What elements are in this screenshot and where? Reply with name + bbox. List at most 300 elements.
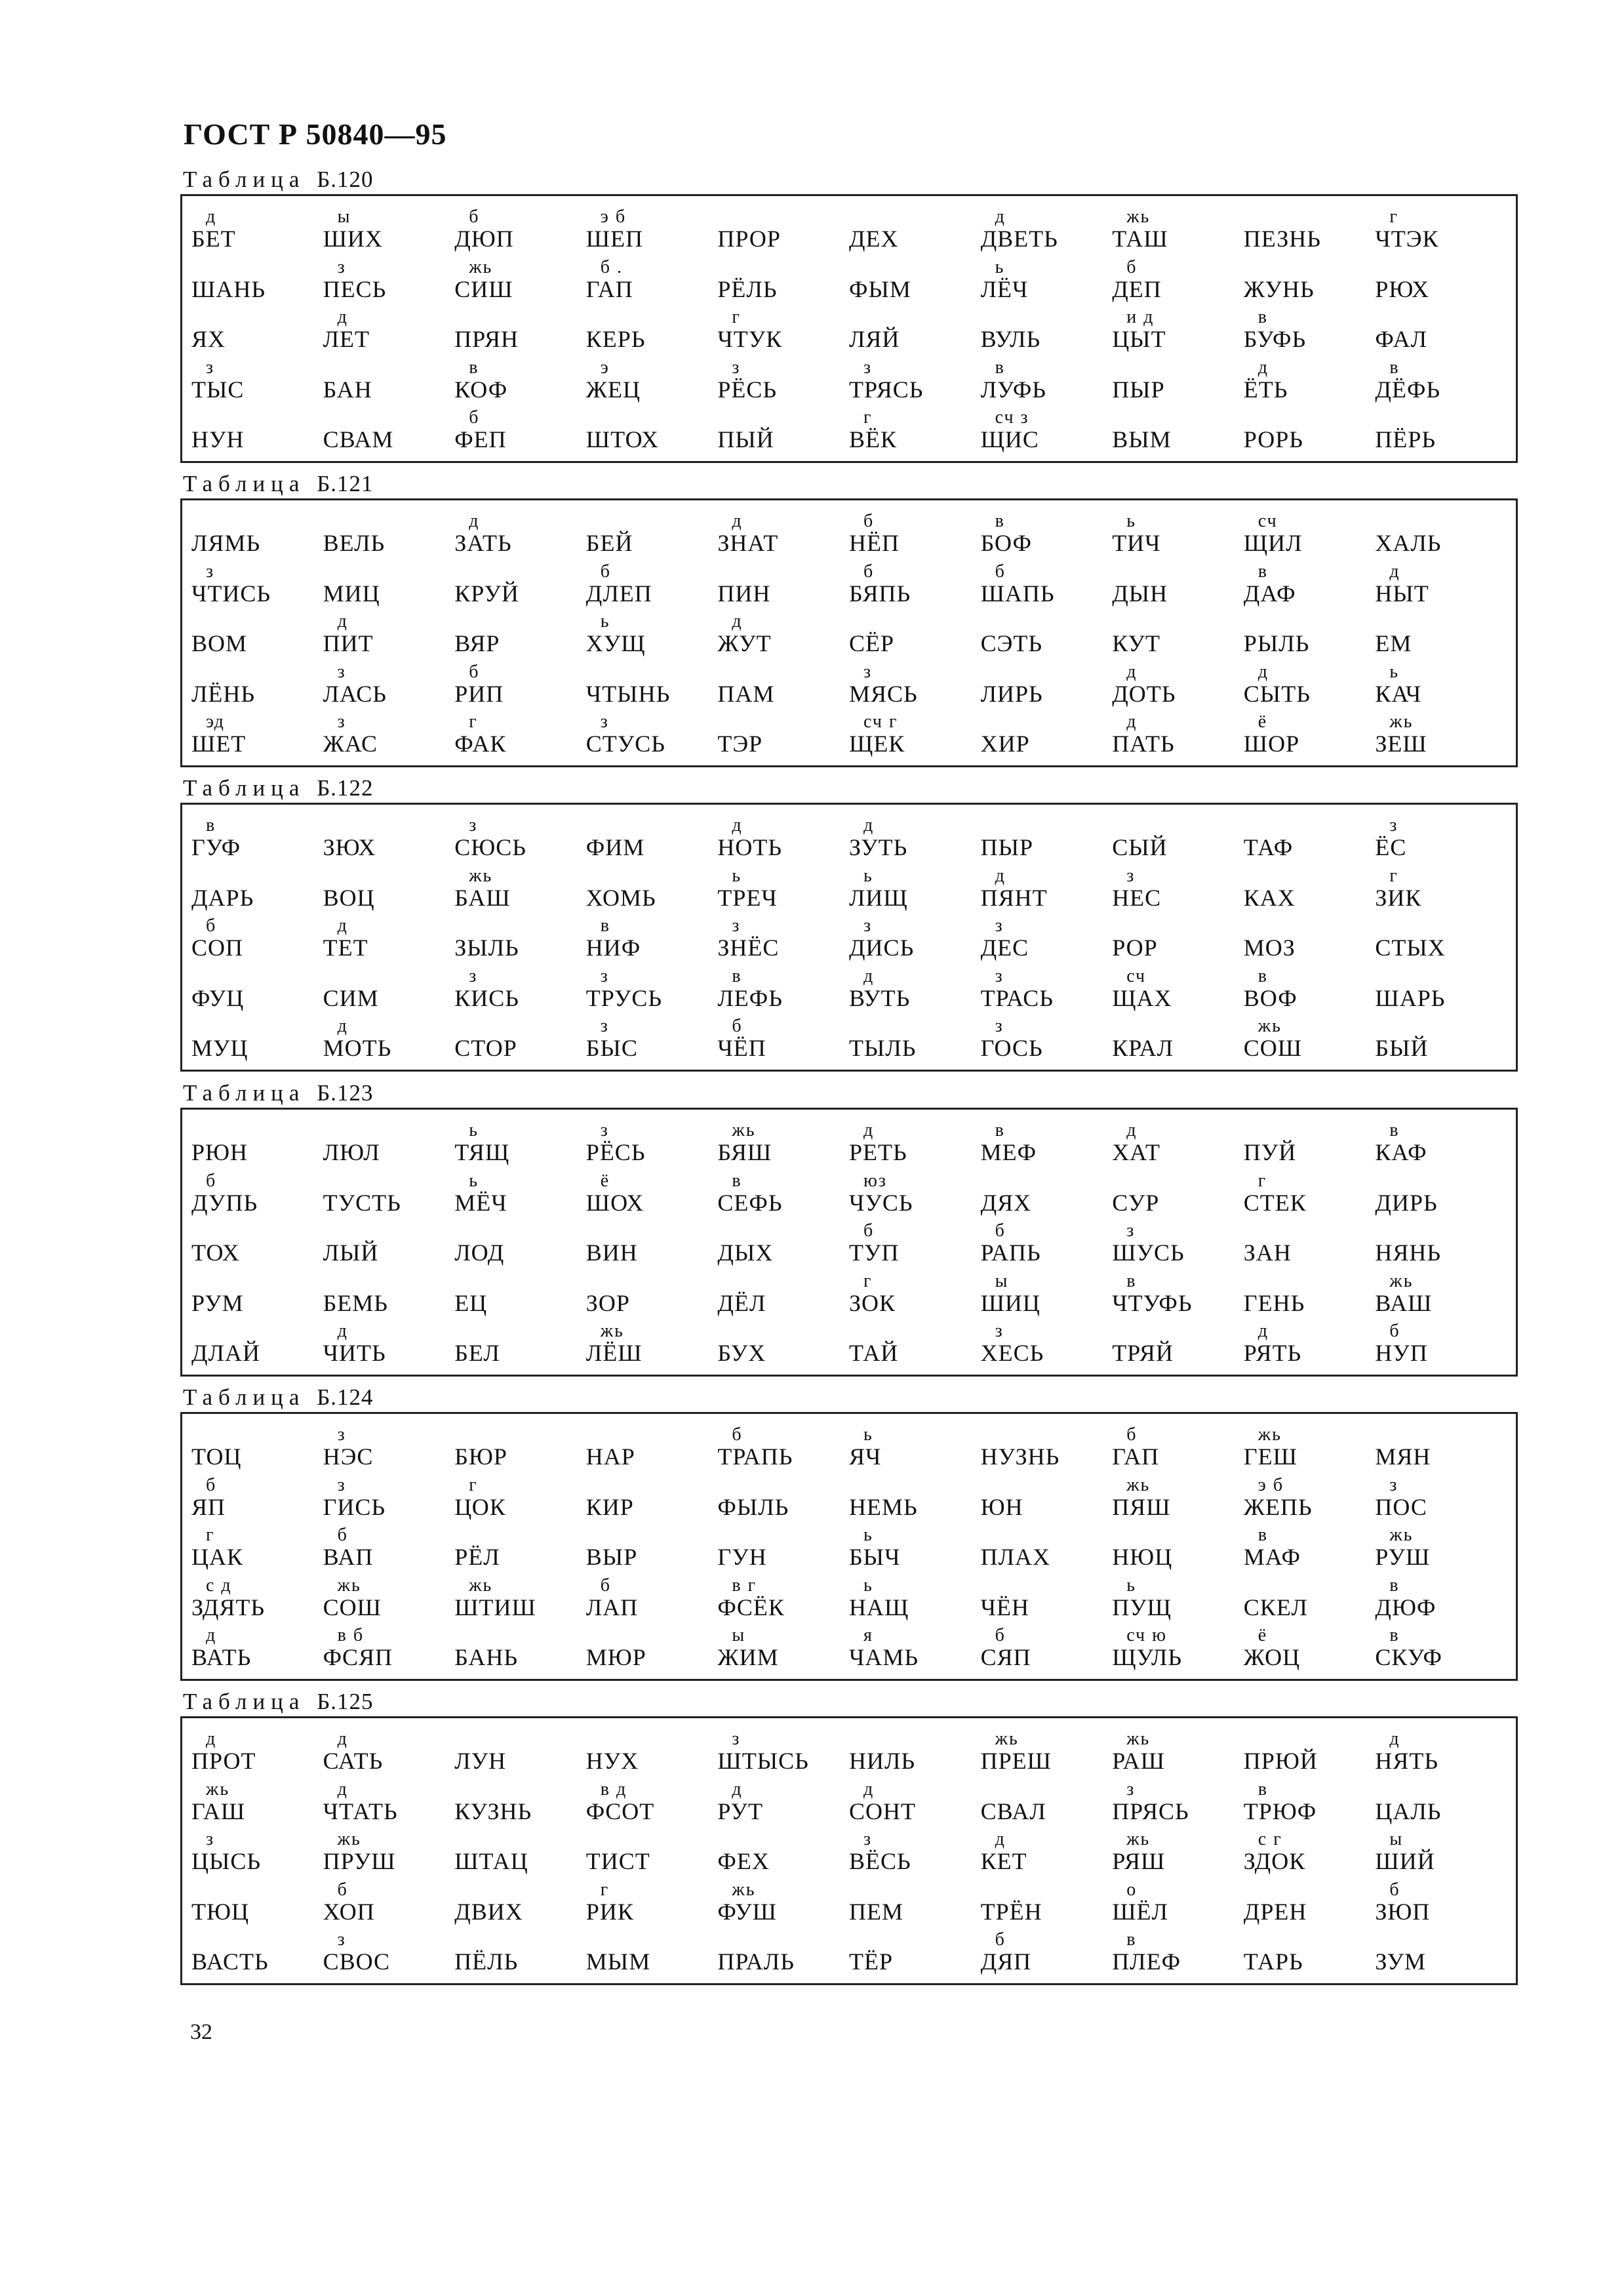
table-block xyxy=(180,774,1537,1072)
test-word: НОТЬ xyxy=(717,834,783,861)
word-cell xyxy=(191,205,323,255)
word-cell xyxy=(1244,205,1376,255)
word-cell xyxy=(454,1727,586,1777)
word-cell xyxy=(1375,1878,1507,1927)
table-caption-label: Таблица xyxy=(183,1689,306,1714)
substitution-mark xyxy=(1375,1017,1507,1036)
test-word: ТАЙ xyxy=(849,1340,899,1366)
substitution-mark xyxy=(454,308,586,327)
test-word: ПРОР xyxy=(717,226,781,252)
word-cell xyxy=(1112,864,1244,914)
word-cell xyxy=(454,660,586,710)
word-cell xyxy=(454,1169,586,1218)
test-word: МАФ xyxy=(1243,1544,1301,1571)
table-caption-number: Б.124 xyxy=(317,1384,374,1410)
substitution-mark: б xyxy=(469,661,480,682)
substitution-mark: д xyxy=(1258,1321,1269,1341)
test-word: ГУН xyxy=(717,1544,767,1571)
substitution-mark xyxy=(586,1272,718,1291)
substitution-mark: д xyxy=(337,1016,348,1036)
test-word: ЛЯЙ xyxy=(849,326,900,353)
word-cell xyxy=(1112,1624,1244,1674)
substitution-mark xyxy=(586,308,718,327)
test-word: СКЕЛ xyxy=(1243,1594,1308,1621)
substitution-mark xyxy=(981,1476,1113,1495)
substitution-mark: э б xyxy=(1258,1474,1284,1495)
substitution-mark: д xyxy=(732,815,743,836)
test-word: ЗОР xyxy=(585,1289,630,1316)
word-cell xyxy=(191,660,323,710)
substitution-mark xyxy=(981,1526,1113,1544)
word-cell xyxy=(717,1523,849,1573)
test-word: ЛЕТ xyxy=(323,326,370,353)
word-cell xyxy=(586,1423,718,1473)
test-word: РЁСЬ xyxy=(585,1139,646,1166)
word-cell xyxy=(849,559,981,609)
substitution-mark: в xyxy=(1258,307,1269,328)
word-cell xyxy=(454,1523,586,1573)
substitution-mark xyxy=(323,409,455,427)
word-cell xyxy=(1244,1573,1376,1623)
substitution-mark: з xyxy=(337,1929,346,1950)
substitution-mark xyxy=(981,663,1113,681)
word-cell xyxy=(454,964,586,1014)
table-caption xyxy=(180,470,1537,498)
table-frame xyxy=(180,1412,1518,1681)
test-word: НЁП xyxy=(849,530,900,557)
substitution-mark xyxy=(454,563,586,581)
word-cell xyxy=(1375,255,1507,305)
word-cell xyxy=(1112,1015,1244,1064)
test-word: БЯШ xyxy=(717,1139,772,1166)
test-word: ТАРЬ xyxy=(1243,1948,1303,1975)
word-cell xyxy=(1112,406,1244,456)
word-cell xyxy=(1112,205,1244,255)
table-caption-number: Б.120 xyxy=(317,167,374,192)
substitution-mark xyxy=(191,1017,323,1036)
word-cell xyxy=(1375,1473,1507,1523)
word-cell xyxy=(717,355,849,405)
test-word: РОР xyxy=(1112,935,1158,961)
substitution-mark: о xyxy=(1126,1879,1138,1900)
word-cell xyxy=(191,406,323,456)
test-word: ЛУН xyxy=(454,1748,507,1775)
word-cell xyxy=(849,1928,981,1978)
word-cell xyxy=(849,864,981,914)
test-word: КАФ xyxy=(1375,1139,1427,1166)
substitution-mark xyxy=(454,613,586,631)
test-word: НИЛЬ xyxy=(849,1748,916,1775)
substitution-mark xyxy=(849,1881,981,1899)
test-word: ЛУФЬ xyxy=(980,376,1046,403)
substitution-mark xyxy=(454,1781,586,1799)
word-cell xyxy=(586,1928,718,1978)
word-cell xyxy=(717,964,849,1014)
substitution-mark: в xyxy=(1258,1779,1269,1800)
substitution-mark xyxy=(717,1322,849,1340)
substitution-mark: б xyxy=(337,1525,348,1546)
word-cell xyxy=(1375,510,1507,559)
test-word: КИР xyxy=(585,1493,634,1520)
substitution-mark: в xyxy=(1389,1120,1400,1141)
substitution-mark xyxy=(1112,613,1244,631)
word-cell xyxy=(717,1119,849,1169)
test-word: ГИСЬ xyxy=(323,1493,386,1520)
word-cell xyxy=(323,610,455,660)
table-block xyxy=(180,1383,1537,1681)
substitution-mark: в xyxy=(469,357,479,378)
test-word: ЛЕФЬ xyxy=(717,984,783,1011)
substitution-mark: з xyxy=(863,1829,873,1850)
substitution-mark xyxy=(717,563,849,581)
substitution-mark: б xyxy=(206,1474,217,1495)
test-word: ПАМ xyxy=(717,680,775,707)
test-word: ЖУТ xyxy=(717,630,772,657)
word-cell xyxy=(1375,864,1507,914)
test-word: НУХ xyxy=(585,1748,639,1775)
substitution-mark xyxy=(586,1626,718,1645)
test-word: БЯПЬ xyxy=(849,580,911,607)
test-word: СТОР xyxy=(454,1035,517,1061)
substitution-mark: д xyxy=(995,1829,1006,1850)
substitution-mark xyxy=(1244,409,1376,427)
substitution-mark: д xyxy=(732,1779,743,1800)
substitution-mark xyxy=(1244,1881,1376,1899)
substitution-mark: д xyxy=(863,965,875,986)
word-cell xyxy=(1244,660,1376,710)
substitution-mark: з xyxy=(337,256,346,277)
substitution-mark: з xyxy=(1126,1779,1136,1800)
substitution-mark xyxy=(191,1322,323,1340)
substitution-mark xyxy=(717,1476,849,1495)
word-cell xyxy=(1112,1777,1244,1827)
test-word: ВАТЬ xyxy=(191,1644,252,1670)
word-cell xyxy=(1244,406,1376,456)
word-cell xyxy=(1244,610,1376,660)
word-cell xyxy=(1375,1727,1507,1777)
word-cell xyxy=(717,1269,849,1319)
test-word: ЗАТЬ xyxy=(454,530,512,557)
test-word: ТЭР xyxy=(717,731,763,757)
word-cell xyxy=(1244,964,1376,1014)
substitution-mark xyxy=(1112,563,1244,581)
test-word: РЮН xyxy=(191,1139,248,1166)
word-cell xyxy=(586,1219,718,1269)
substitution-mark: з xyxy=(995,916,1004,937)
word-cell xyxy=(849,1423,981,1473)
test-word: ФУШ xyxy=(717,1898,777,1925)
word-cell xyxy=(981,559,1113,609)
test-word: ЦАЛЬ xyxy=(1375,1798,1442,1824)
test-word: БЕТ xyxy=(191,226,236,252)
word-cell xyxy=(323,1928,455,1978)
word-cell xyxy=(586,1015,718,1064)
test-word: БЕМЬ xyxy=(323,1289,388,1316)
test-word: ТОЦ xyxy=(191,1443,242,1470)
table-caption xyxy=(180,1383,1537,1412)
word-cell xyxy=(849,1473,981,1523)
substitution-mark: ь xyxy=(995,256,1005,277)
word-cell xyxy=(323,710,455,760)
word-cell xyxy=(981,710,1113,760)
substitution-mark xyxy=(323,967,455,986)
test-word: ЛЫЙ xyxy=(323,1239,379,1266)
substitution-mark: жь xyxy=(469,256,493,277)
test-word: ШИЦ xyxy=(980,1289,1040,1316)
word-cell xyxy=(586,1828,718,1878)
test-word: ВЁСЬ xyxy=(849,1848,911,1875)
word-cell xyxy=(717,306,849,355)
substitution-mark: д xyxy=(206,1625,217,1645)
word-cell xyxy=(849,1015,981,1064)
word-cell xyxy=(981,1269,1113,1319)
substitution-mark xyxy=(717,1222,849,1240)
test-word: ДРЕН xyxy=(1243,1898,1307,1925)
substitution-mark: з xyxy=(1389,1474,1398,1495)
test-word: РУТ xyxy=(717,1798,763,1824)
word-cell xyxy=(849,406,981,456)
test-word: ДЕП xyxy=(1112,275,1162,302)
substitution-mark: з xyxy=(337,712,346,732)
word-cell xyxy=(1244,510,1376,559)
word-cell xyxy=(191,306,323,355)
substitution-mark xyxy=(1112,359,1244,377)
substitution-mark: жь xyxy=(732,1120,756,1141)
test-word: ШЁЛ xyxy=(1112,1898,1168,1925)
substitution-mark xyxy=(191,409,323,427)
substitution-mark: ь xyxy=(469,1170,479,1191)
test-word: МУЦ xyxy=(191,1035,248,1061)
test-word: ПЯНТ xyxy=(980,884,1048,911)
word-cell xyxy=(981,1727,1113,1777)
word-cell xyxy=(849,1169,981,1218)
test-word: КАХ xyxy=(1243,884,1296,911)
substitution-mark: в xyxy=(1126,1929,1137,1950)
substitution-mark: жь xyxy=(206,1779,230,1800)
test-word: БУФЬ xyxy=(1243,326,1307,353)
word-cell xyxy=(586,1473,718,1523)
substitution-mark: в xyxy=(1258,1525,1269,1546)
word-cell xyxy=(1112,914,1244,964)
test-word: ГАП xyxy=(585,275,633,302)
word-cell xyxy=(454,1119,586,1169)
substitution-mark xyxy=(1375,308,1507,327)
substitution-mark: з xyxy=(469,965,478,986)
substitution-mark xyxy=(1112,1172,1244,1190)
substitution-mark xyxy=(849,208,981,226)
test-word: МЮР xyxy=(585,1644,646,1670)
test-word: РУШ xyxy=(1375,1544,1431,1571)
test-word: ЯЧ xyxy=(849,1443,882,1470)
substitution-mark: жь xyxy=(1126,1474,1151,1495)
word-cell xyxy=(717,1319,849,1369)
word-cell xyxy=(1112,660,1244,710)
test-word: ПЕЗНЬ xyxy=(1243,226,1321,252)
word-cell xyxy=(1112,510,1244,559)
word-cell xyxy=(191,1573,323,1623)
test-word: ДЁЛ xyxy=(717,1289,766,1316)
word-cell xyxy=(1112,1119,1244,1169)
substitution-mark: сч xyxy=(1258,511,1278,532)
word-cell xyxy=(981,1523,1113,1573)
substitution-mark: з xyxy=(600,1120,609,1141)
test-word: ЗЫЛЬ xyxy=(454,935,519,961)
substitution-mark xyxy=(191,967,323,986)
word-cell xyxy=(323,1878,455,1927)
test-word: ФАЛ xyxy=(1375,326,1427,353)
test-word: ФСЯП xyxy=(323,1644,393,1670)
substitution-mark: жь xyxy=(995,1729,1019,1750)
substitution-mark: д xyxy=(863,1779,875,1800)
substitution-mark: ь xyxy=(1126,511,1136,532)
test-word: ВОМ xyxy=(191,630,248,657)
test-word: НЫТ xyxy=(1375,580,1429,607)
word-cell xyxy=(191,710,323,760)
test-word: ЧТАТЬ xyxy=(323,1798,398,1824)
word-cell xyxy=(1112,1473,1244,1523)
word-cell xyxy=(981,1777,1113,1827)
word-cell xyxy=(586,205,718,255)
test-word: ПРЯСЬ xyxy=(1112,1798,1189,1824)
substitution-mark xyxy=(1244,613,1376,631)
word-cell xyxy=(1244,1319,1376,1369)
word-cell xyxy=(1244,864,1376,914)
test-word: КУЗНЬ xyxy=(454,1798,532,1824)
table-block xyxy=(180,470,1537,767)
substitution-mark: б xyxy=(863,561,875,582)
test-word: ПРАЛЬ xyxy=(717,1948,795,1975)
test-word: РИК xyxy=(585,1898,634,1925)
test-word: ЦЫСЬ xyxy=(191,1848,262,1875)
word-cell xyxy=(981,1169,1113,1218)
word-cell xyxy=(981,1119,1113,1169)
substitution-mark xyxy=(191,1222,323,1240)
word-cell xyxy=(1112,1878,1244,1927)
test-word: ХУЩ xyxy=(585,630,646,657)
word-cell xyxy=(191,510,323,559)
word-cell xyxy=(1244,306,1376,355)
substitution-mark xyxy=(191,512,323,531)
test-word: ЧИТЬ xyxy=(323,1340,386,1366)
table-frame xyxy=(180,803,1518,1072)
substitution-mark: д xyxy=(206,207,217,228)
word-cell xyxy=(586,1523,718,1573)
test-word: ЖЕЦ xyxy=(585,376,641,403)
test-word: ДЮФ xyxy=(1375,1594,1436,1621)
substitution-mark: ь xyxy=(1389,661,1400,682)
word-cell xyxy=(1375,610,1507,660)
word-cell xyxy=(1244,1928,1376,1978)
substitution-mark xyxy=(191,258,323,277)
substitution-mark xyxy=(717,1526,849,1544)
substitution-mark xyxy=(717,208,849,226)
substitution-mark xyxy=(454,1830,586,1849)
table-caption-number: Б.123 xyxy=(317,1080,374,1106)
test-word: ХОМЬ xyxy=(585,884,656,911)
substitution-mark: в xyxy=(1389,1625,1400,1645)
test-word: ДЫХ xyxy=(717,1239,774,1266)
test-word: ЦОК xyxy=(454,1493,506,1520)
test-word: СОНТ xyxy=(849,1798,916,1824)
word-cell xyxy=(586,1169,718,1218)
table-frame xyxy=(180,498,1518,767)
test-word: ЛЮЛ xyxy=(323,1139,380,1166)
substitution-mark xyxy=(191,867,323,885)
word-cell xyxy=(191,610,323,660)
substitution-mark xyxy=(1244,258,1376,277)
substitution-mark: з xyxy=(600,1016,609,1036)
substitution-mark: в xyxy=(1389,357,1400,378)
word-cell xyxy=(586,1319,718,1369)
word-cell xyxy=(323,1319,455,1369)
substitution-mark: д xyxy=(732,611,743,632)
word-cell xyxy=(717,406,849,456)
word-cell xyxy=(849,205,981,255)
word-cell xyxy=(323,510,455,559)
word-cell xyxy=(323,1015,455,1064)
word-cell xyxy=(191,914,323,964)
test-word: ДЯХ xyxy=(980,1189,1032,1216)
word-cell xyxy=(981,1219,1113,1269)
word-cell xyxy=(1244,1878,1376,1927)
test-word: ШАПЬ xyxy=(980,580,1055,607)
substitution-mark: ы xyxy=(732,1625,746,1645)
substitution-mark: жь xyxy=(1389,1270,1414,1291)
test-word: ТРЯСЬ xyxy=(849,376,924,403)
substitution-mark: жь xyxy=(1258,1424,1282,1445)
substitution-mark xyxy=(1244,1121,1376,1140)
test-word: ЛИРЬ xyxy=(980,680,1043,707)
table-caption-number: Б.121 xyxy=(317,471,374,496)
word-cell xyxy=(1375,306,1507,355)
substitution-mark xyxy=(323,1272,455,1291)
substitution-mark xyxy=(981,1172,1113,1190)
word-cell xyxy=(1375,660,1507,710)
substitution-mark: ё xyxy=(1258,712,1268,732)
test-word: ШТОХ xyxy=(585,426,659,453)
test-word: ПЕМ xyxy=(849,1898,903,1925)
test-word: ЧТИСЬ xyxy=(191,580,271,607)
substitution-mark xyxy=(981,308,1113,327)
word-cell xyxy=(849,814,981,864)
test-word: ТУП xyxy=(849,1239,900,1266)
test-word: СЭТЬ xyxy=(980,630,1043,657)
test-word: ЧТУК xyxy=(717,326,783,353)
word-cell xyxy=(191,1269,323,1319)
test-word: ЛЁЧ xyxy=(980,275,1029,302)
test-word: ВОФ xyxy=(1243,984,1297,1011)
substitution-mark xyxy=(323,563,455,581)
word-cell xyxy=(1375,1573,1507,1623)
substitution-mark: б xyxy=(600,1575,612,1596)
substitution-mark xyxy=(323,512,455,531)
test-word: ФСЁК xyxy=(717,1594,785,1621)
test-word: ЩЕК xyxy=(849,731,905,757)
substitution-mark xyxy=(586,1730,718,1748)
substitution-mark: жь xyxy=(732,1879,756,1900)
word-cell xyxy=(454,1624,586,1674)
substitution-mark: з xyxy=(995,1321,1004,1341)
word-cell xyxy=(1244,710,1376,760)
word-grid xyxy=(191,1423,1507,1674)
word-cell xyxy=(586,1119,718,1169)
word-cell xyxy=(717,1219,849,1269)
substitution-mark: з xyxy=(732,357,741,378)
word-grid xyxy=(191,205,1507,456)
test-word: ПУЩ xyxy=(1112,1594,1172,1621)
test-word: ПЁЛЬ xyxy=(454,1948,519,1975)
substitution-mark: в xyxy=(1258,965,1269,986)
